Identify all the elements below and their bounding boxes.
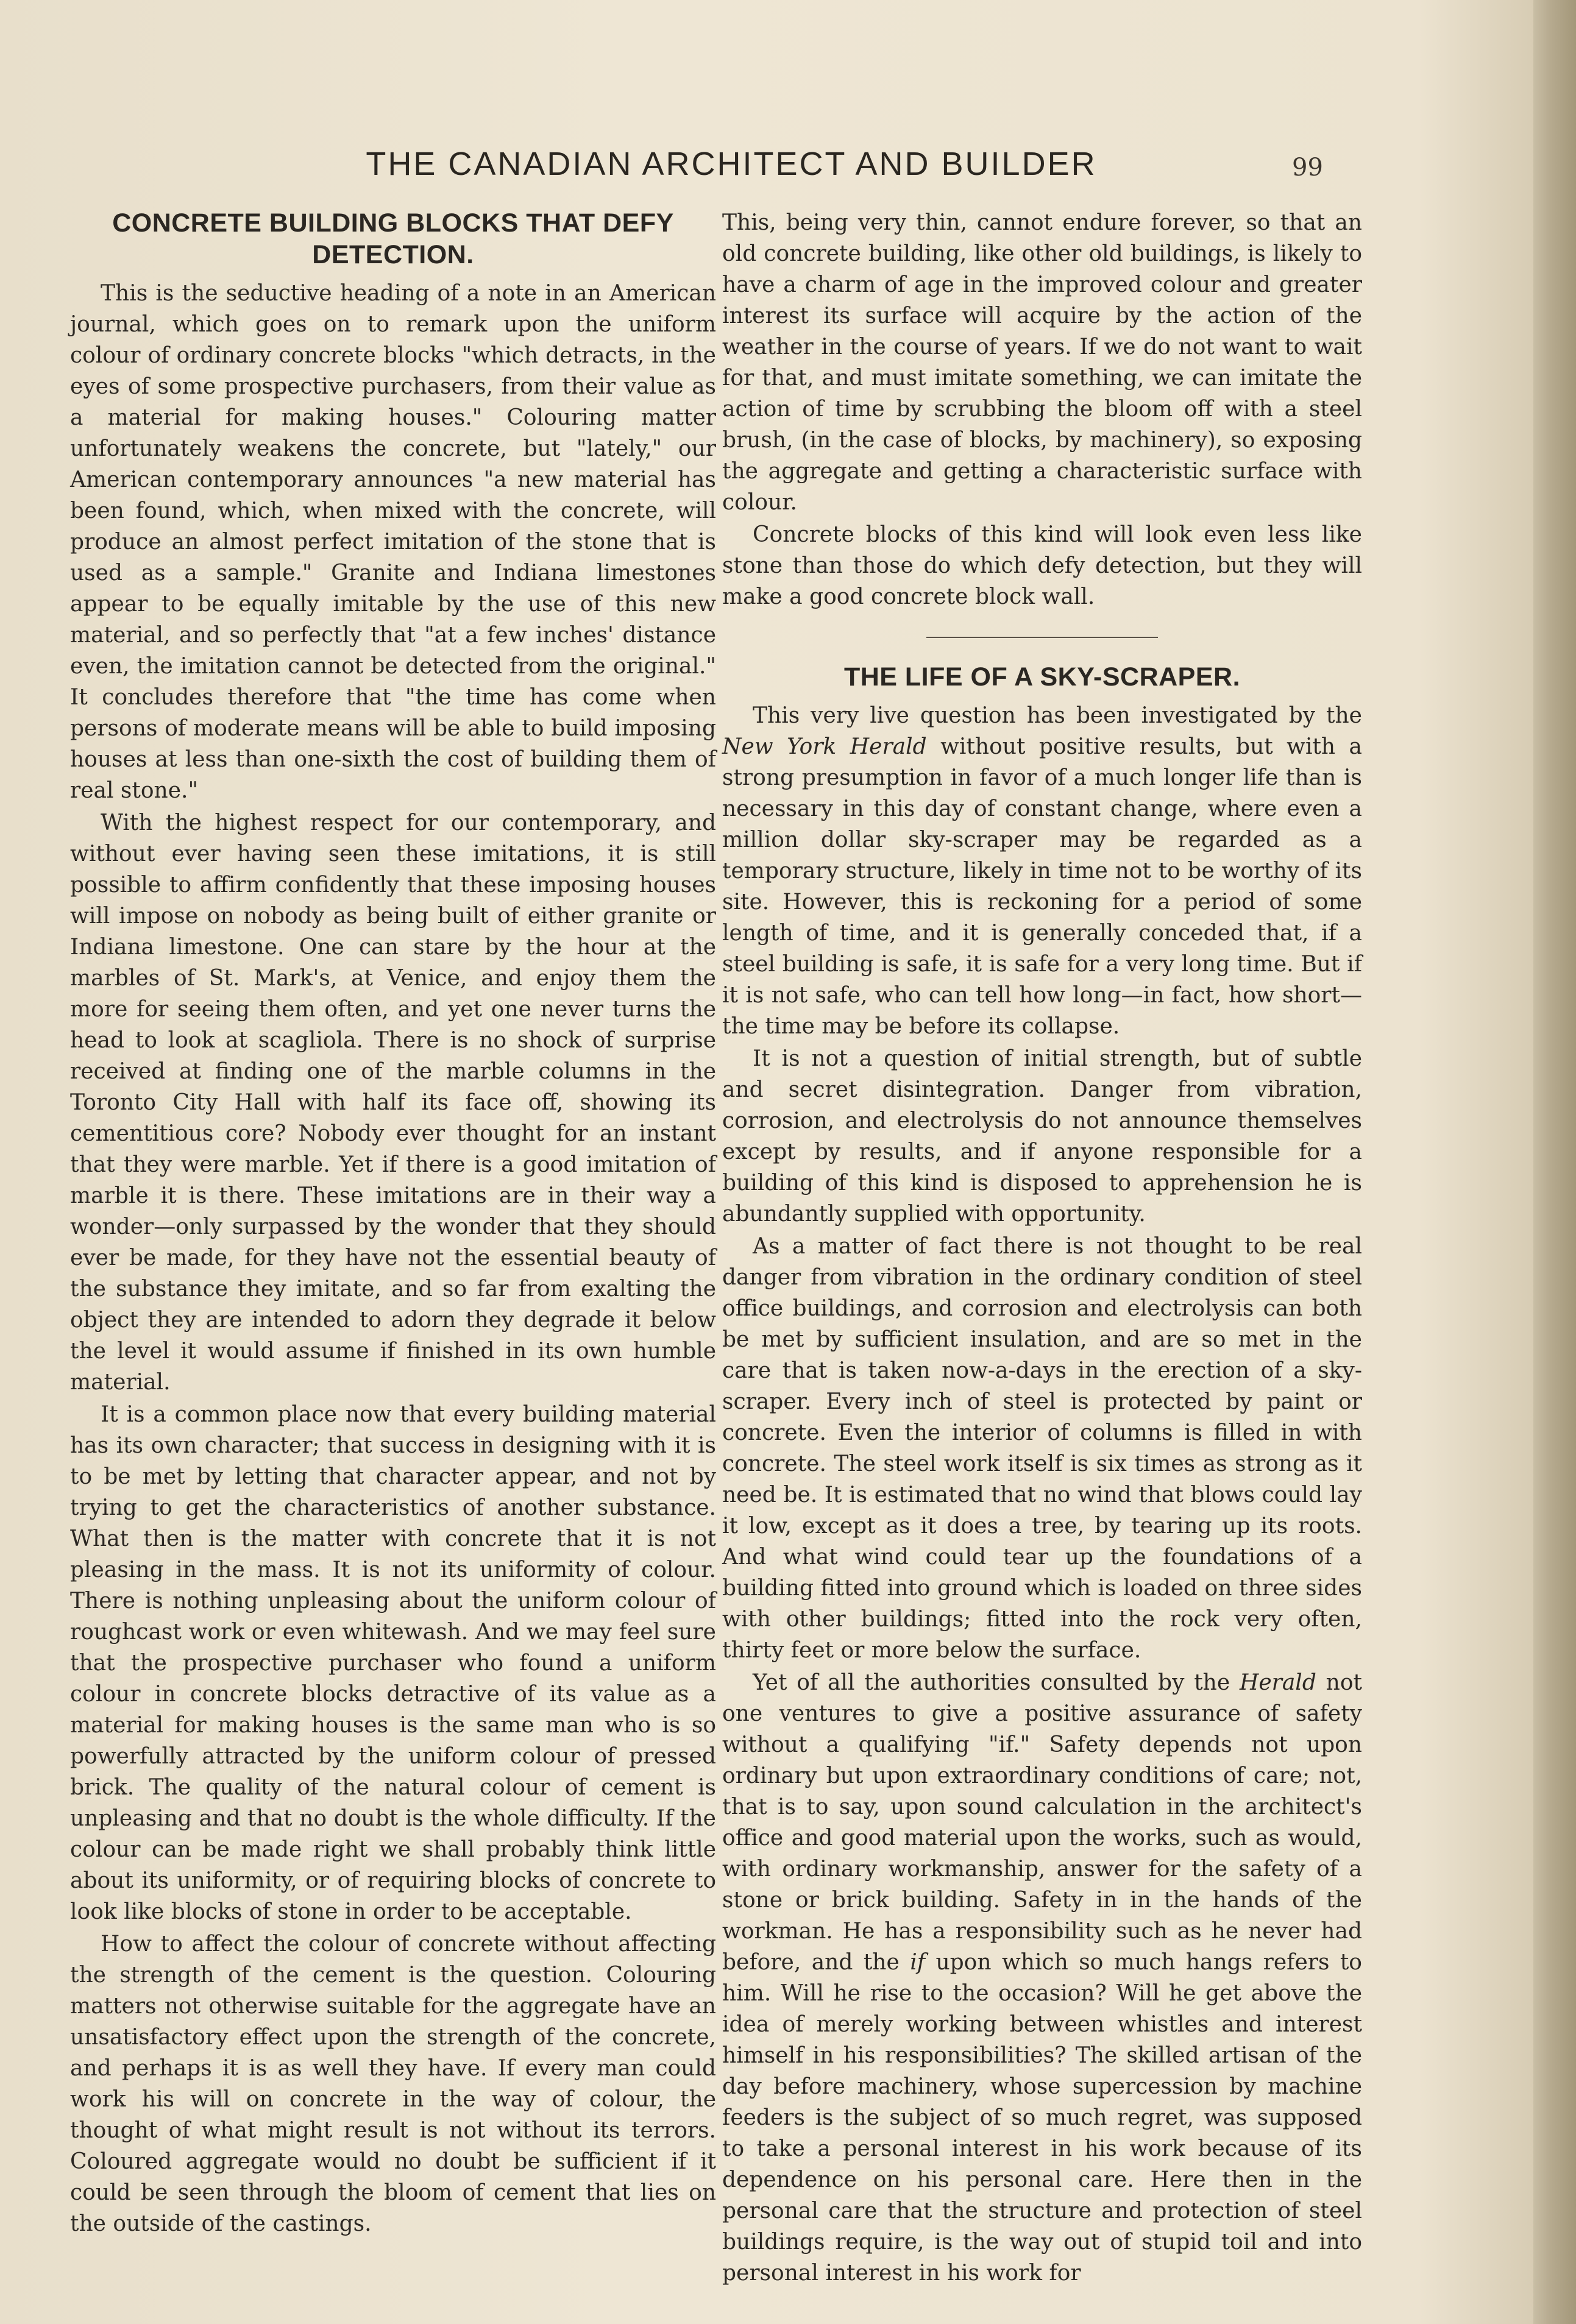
text-run: upon which so much hangs refers to him. Will he rise to the occasion? Will he get above the idea of merely working between whistles and interest himself in his responsibilities? The skilled artisan of the day before machinery, whose supercession by machine feeders is the subject of so much regret, was supposed to take a personal interest in his work because of its dependence on his personal care. Here then in the personal care that the structure and protection of steel buildings require, is the way out of stupid toil and into personal interest in his work for [722,1950,1362,2286]
page-binding-edge [1533,0,1576,2324]
text-run: This very live question has been investigated by the [753,703,1362,728]
article-headline-concrete-blocks: CONCRETE BUILDING BLOCKS THAT DEFY DETECTION. [112,208,674,269]
article-paragraph [722,700,1362,1042]
publication-name-italic: Herald [1239,1670,1316,1695]
text-run: without positive results, but with a strong presumption in favor of a much longer life than is necessary in this day of constant change, where even a million dollar sky-scraper may be regarded as a temporary structure, likely in time not to be worthy of its site. However, this is reckoning for a period of some length of time, and it is generally conceded that, if a steel building is safe, it is safe for a very long time. But if it is not safe, who can tell how long—in fact, how short—the time may be before its collapse. [722,734,1362,1039]
text-run: not one ventures to give a positive assurance of safety without a qualifying "if." Safety depends not upon ordinary but upon extraordinary conditions of care; not, that is to say, upon sound calculation in the architect's office and good material upon the works, such as would, with ordinary workmanship, answer for the safety of a stone or brick building. Safety in in the hands of the workman. He has a responsibility such as he never had before, and the [722,1670,1362,1975]
article-paragraph: How to affect the colour of concrete without affecting the strength of the cement is the question. Colouring matters not otherwise suitable for the aggregate have an unsatisfactory effect upon the strength of the concrete, and perhaps it is as well they have. If every man could work his will on concrete in the way of colour, the thought of what might result is not without its terrors. Coloured aggregate would no doubt be sufficient if it could be seen through the bloom of cement that lies on the outside of the castings. [70,1932,716,2236]
article-paragraph [722,1667,1362,2289]
article-paragraph: Concrete blocks of this kind will look even less like stone than those do which defy detection, but they will make a good concrete block wall. [722,522,1362,609]
publication-name-italic: New York Herald [722,734,927,759]
running-header-title: THE CANADIAN ARCHITECT AND BUILDER [366,146,1097,182]
page-number: 99 [1292,154,1323,182]
right-column [722,207,1362,2290]
left-column [70,207,716,2241]
article-paragraph: It is a common place now that every building material has its own character; that success in designing with it is to be met by letting that character appear, and not by trying to get the characteristics of another substance. What then is the matter with concrete that it is not pleasing in the mass. It is not its uniformity of colour. There is nothing unpleasing about the uniform colour of roughcast work or even whitewash. And we may feel sure that the prospective purchaser who found a uniform colour in concrete blocks detractive of its value as a material for making houses is the same man who is so powerfully attracted by the uniform colour of pressed brick. The quality of the natural colour of cement is unpleasing and that no doubt is the whole difficulty. If the colour can be made right we shall probably think little about its uniformity, or of requiring blocks of concrete to look like blocks of stone in order to be acceptable. [70,1402,716,1924]
section-divider-rule [926,637,1158,638]
text-run: Yet of all the authorities consulted by the [753,1670,1240,1695]
article-paragraph: It is not a question of initial strength, but of subtle and secret disintegration. Danger from vibration, corrosion, and electrolysis do not announce themselves except by results, and if anyone responsible for a building of this kind is disposed to apprehension he is abundantly supplied with opportunity. [722,1046,1362,1227]
article-paragraph-continued: This, being very thin, cannot endure forever, so that an old concrete building, like other old buildings, is likely to have a charm of age in the improved colour and greater interest its surface will acquire by the action of the weather in the course of years. If we do not want to wait for that, and must imitate something, we can imitate the action of time by scrubbing the bloom off with a steel brush, (in the case of blocks, by machinery), so exposing the aggregate and getting a characteristic surface with colour. [722,210,1362,515]
article-headline-sky-scraper: THE LIFE OF A SKY-SCRAPER. [843,662,1241,692]
article-paragraph: As a matter of fact there is not thought to be real danger from vibration in the ordinary condition of steel office buildings, and corrosion and electrolysis can both be met by sufficient insulation, and are so met in the care that is taken now-a-days in the erection of a sky-scraper. Every inch of steel is protected by paint or concrete. Even the interior of columns is filled in with concrete. The steel work itself is six times as strong as it need be. It is estimated that no wind that blows could lay it low, except as it does a tree, by tearing up its roots. And what wind could tear up the foundations of a building fitted into ground which is loaded on three sides with other buildings; fitted into the rock very often, thirty feet or more below the surface. [722,1234,1362,1663]
emphasis-italic: if [910,1950,926,1975]
article-paragraph: This is the seductive heading of a note in an American journal, which goes on to remark upon the uniform colour of ordinary concrete blocks "which detracts, in the eyes of some prospective purchasers, from their value as a material for making houses." Colouring matter unfortunately weakens the concrete, but "lately," our American contemporary announces "a new material has been found, which, when mixed with the concrete, will produce an almost perfect imitation of the stone that is used as a sample." Granite and Indiana limestones appear to be equally imitable by the use of this new material, and so perfectly that "at a few inches' distance even, the imitation cannot be detected from the original." It concludes therefore that "the time has come when persons of moderate means will be able to build imposing houses at less than one-sixth the cost of building them of real stone." [70,281,716,803]
article-paragraph: With the highest respect for our contemporary, and without ever having seen these imitations, it is still possible to affirm confidently that these imposing houses will impose on nobody as being built of either granite or Indiana limestone. One can stare by the hour at the marbles of St. Mark's, at Venice, and enjoy them the more for seeing them often, and yet one never turns the head to look at scagliola. There is no shock of surprise received at finding one of the marble columns in the Toronto City Hall with half its face off, showing its cementitious core? Nobody ever thought for an instant that they were marble. Yet if there is a good imitation of marble it is there. These imitations are in their way a wonder—only surpassed by the wonder that they should ever be made, for they have not the essential beauty of the substance they imitate, and so far from exalting the object they are intended to adorn they degrade it below the level it would assume if finished in its own humble material. [70,810,716,1395]
